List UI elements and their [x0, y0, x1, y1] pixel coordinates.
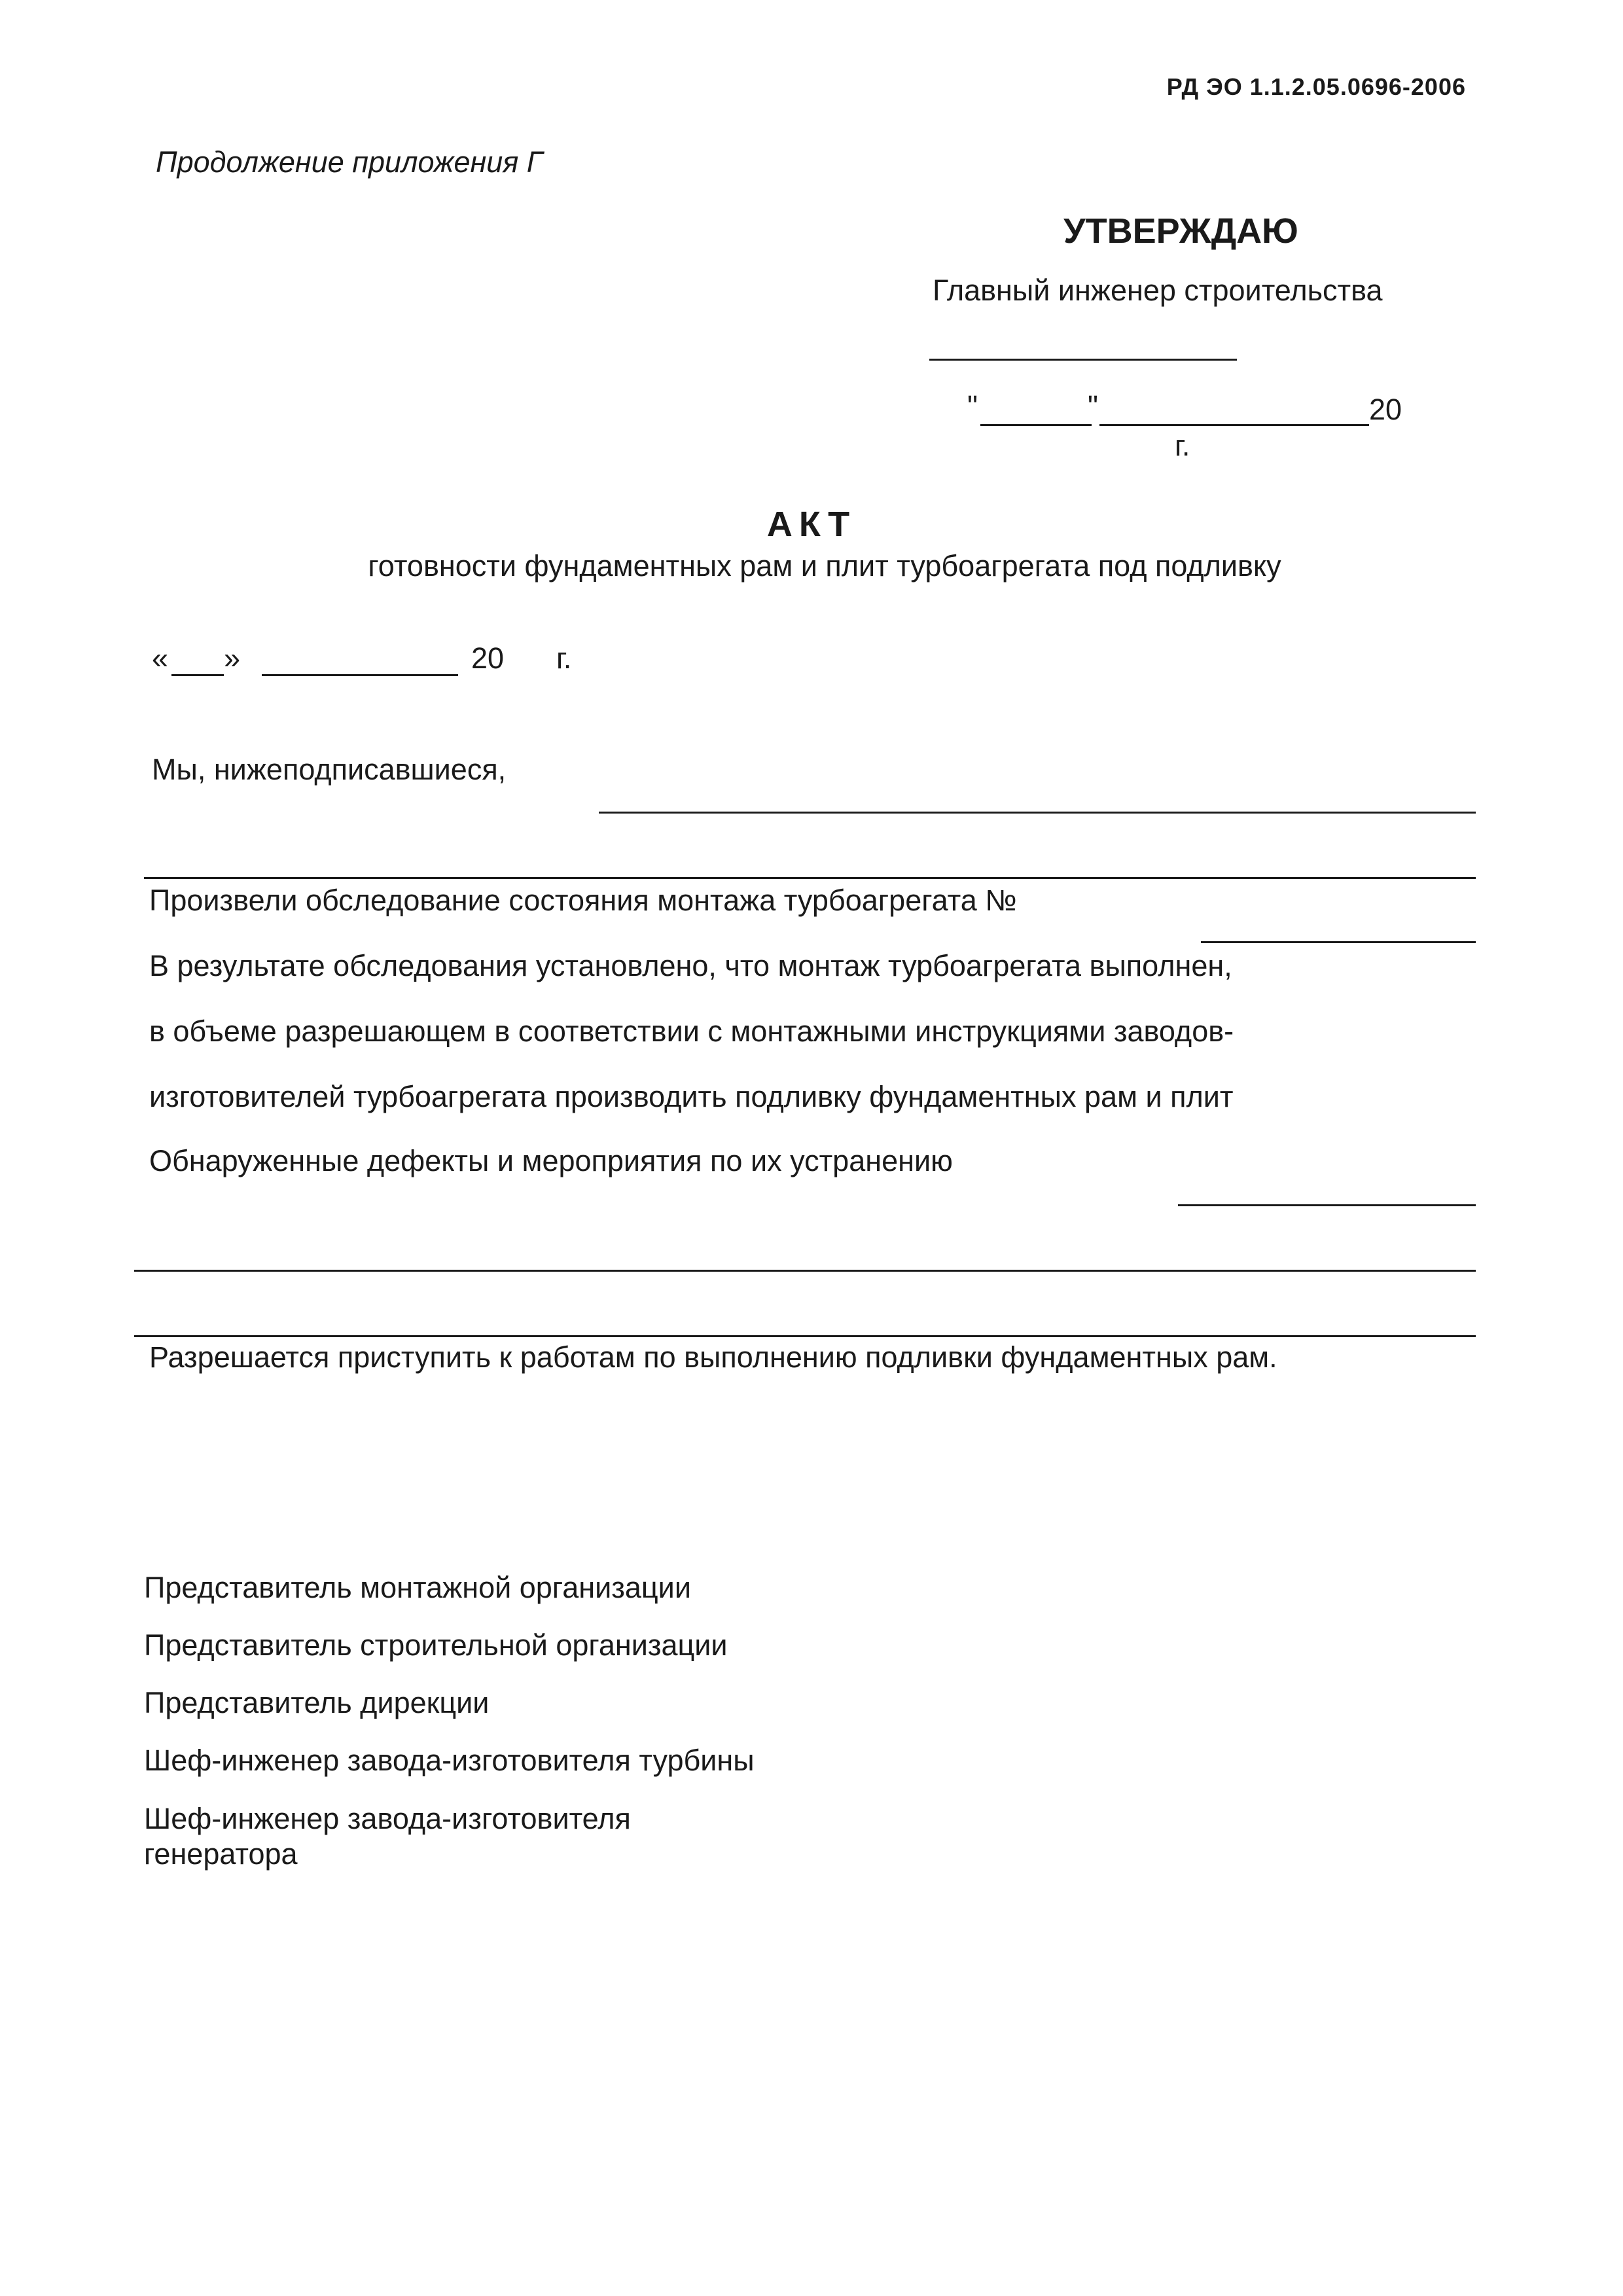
- approval-month-line: [1099, 424, 1369, 426]
- we-undersigned: Мы, нижеподписавшиеся,: [152, 753, 507, 786]
- act-subtitle: готовности фундаментных рам и плит турбоагрегата под подливку: [368, 549, 1281, 583]
- defects-line-2: [134, 1270, 1476, 1272]
- defects-line-1: [1178, 1204, 1476, 1206]
- approval-signature-line: [929, 359, 1237, 361]
- result-line-2: в объеме разрешающем в соответствии с монтажными инструкциями заводов-: [149, 1014, 1234, 1048]
- approval-position: Главный инженер строительства: [933, 274, 1383, 307]
- permission-text: Разрешается приступить к работам по выполнению подливки фундаментных рам.: [149, 1340, 1277, 1374]
- act-day-line: [171, 674, 224, 676]
- defects-line-3: [134, 1335, 1476, 1337]
- appendix-label: Продолжение приложения Г: [156, 145, 543, 179]
- participants-line-1: [599, 812, 1476, 814]
- act-title: АКТ: [766, 505, 857, 544]
- signatory-generator-engineer: Шеф-инженер завода-изготовителя генератора: [144, 1802, 631, 1871]
- signatory-construction: Представитель строительной организации: [144, 1628, 728, 1662]
- approval-quote-close: ": [1088, 389, 1098, 423]
- defects-text: Обнаруженные дефекты и мероприятия по их устранению: [149, 1144, 953, 1177]
- survey-text: Произвели обследование состояния монтажа турбоагрегата №: [149, 884, 1017, 917]
- signatory-installation: Представитель монтажной организации: [144, 1571, 691, 1604]
- approval-year-prefix: 20: [1369, 393, 1402, 426]
- approval-quote-open: ": [967, 389, 978, 423]
- act-date-year: 20: [471, 641, 505, 675]
- approval-year-suffix: г.: [1175, 429, 1190, 462]
- turbine-number-line: [1201, 941, 1476, 943]
- document-code: РД ЭО 1.1.2.05.0696-2006: [1166, 73, 1466, 100]
- result-line-3: изготовителей турбоагрегата производить подливку фундаментных рам и плит: [149, 1080, 1234, 1113]
- act-date-suffix: г.: [556, 641, 572, 675]
- act-month-line: [262, 674, 458, 676]
- act-date-open: «: [152, 641, 169, 675]
- participants-line-2: [144, 877, 1476, 879]
- result-line-1: В результате обследования установлено, что монтаж турбоагрегата выполнен,: [149, 949, 1232, 982]
- act-date-close: »: [224, 641, 241, 675]
- signatory-turbine-engineer: Шеф-инженер завода-изготовителя турбины: [144, 1744, 755, 1777]
- approval-title: УТВЕРЖДАЮ: [1063, 211, 1298, 251]
- approval-day-line: [980, 424, 1092, 426]
- signatory-directorate: Представитель дирекции: [144, 1686, 490, 1719]
